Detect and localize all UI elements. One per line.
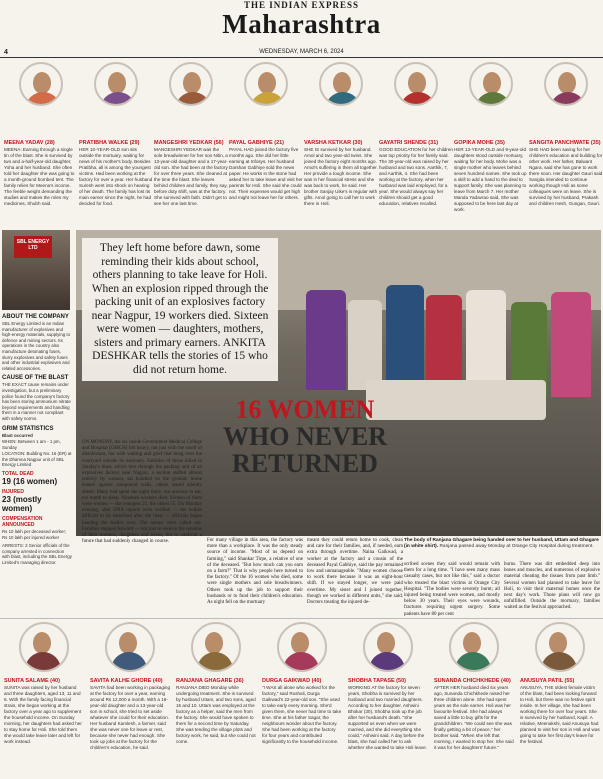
portrait-face [333, 72, 351, 94]
victim-name: VARSHA KETKAR (30) [304, 140, 363, 146]
cause-text: THE EXACT cause remains under investigation, but a preliminary police found the company's factory has been storing ammonium nitrate beyond requirements and handling them in a manner not compliant with safety norms. [2, 382, 71, 421]
victim-story: GOOD EDUCATION for her children was top priority for her family said. The 30-year-old was raised by her husband and two sons. Aarthik, 7, and Aarthik, 4. She had been working at the factory, when her husband was laid employed, for a year. She would always say her children should get a good education, relatives recalled. [379, 147, 453, 206]
caption-text: Ranjana passed away Monday at Orange City Hospital during treatment. [439, 544, 594, 549]
portrait-body [369, 652, 405, 672]
portrait-face [183, 72, 201, 94]
portrait-body [541, 652, 577, 672]
victim-name: GAYATRI SHENDE (31) [379, 140, 439, 146]
article-col-2: For many village in this area, the factory was more than a workplace. It was the only steady source of income. "Most of us depend on farming," said Shankar Tirpe, a relative of one of the deceased. "But how much can you earn on a farm?" That is why people here turned to the factory." Of the 16 women who died, some were single mothers and sole breadwinners. Others took up the job to support their husbands or to fund their children's education. As night fell on the mortuary [207, 538, 303, 606]
victim-name: SUNITA SALAME (40) [4, 678, 60, 684]
victim-name: MEENA YADAV (28) [4, 140, 55, 146]
victim-story: HER 10-YEAR-OLD son sits outside the mortuary, waiting for news of his mother's body. Besides Pratibha, all is among the youngest victims. Had been working at the factory for over a year. Her husband Suresh went into shock on hearing of her death. The family has lost its main earner since the night, he had decided for food. [79, 147, 153, 206]
victim-portrait [535, 622, 585, 672]
victim-card [90, 620, 170, 778]
factory-sign: SBL ENERGY LTD [14, 236, 52, 258]
victim-card [304, 60, 378, 240]
victim-card [520, 620, 600, 778]
article-col-1: ON MONDAY, the six inside Government Medical College and Hospital (GMCH) felt heavy, not just with the smell of disinfectant, but with waiting and grief that hung over the courtyard outside its mortuary. Families of those killed in Sunday's blast, which tore through the packing unit of an explosives factory near Nagpur, a section staffed almost entirely by women, sat huddled on the ground. Some leaned against compound walls, others stared silently ahead. Many had spent the night there, too anxious to eat, too numb to sleep. Nineteen workers died. Sixteen of them were women — the youngest 21, the oldest 55. On Monday evening, after DNA reports were verified — the bodies difficult to be identified after the blast — officials began handing the bodies over. The names were called out. Families stepped forward — not just to receive the remains of their mothers, daughters and wives, but to confront a future that had suddenly changed in course. [82, 440, 202, 545]
portrait-face [377, 632, 395, 654]
victim-portrait [544, 62, 588, 106]
victim-card [529, 60, 603, 240]
bottom-victims-row [0, 620, 603, 779]
portrait-face [463, 632, 481, 654]
victim-portrait [449, 622, 499, 672]
victim-name: PAYAL GABHIYE (21) [229, 140, 285, 146]
portrait-face [483, 72, 501, 94]
victim-story: SAVITA had been working in packaging at the factory for over a year, earning around Rs 12,000 a month. With a 16-year-old daughter and a 13-year-old son in school, she tried to set aside whatever she could for their education. Her husband Kamlesh, a farmer, said she was never one for leave or rest, because she never had enough. She took up jobs at the factory for the children's education, he said. [90, 685, 171, 750]
victim-story: HER 13-YEAR-OLD and 9-year-old daughters stood outside mortuary, waiting for her body. Mohe was a single mother who leaves behind seven hundred names. She took up a skill to add a hand to the deal to support family. She was planning to leave from March 7. Her mother Manda Yadavrao said, She was supposed to be here last day at work. [454, 147, 527, 212]
portrait-body [250, 92, 286, 106]
victim-card [4, 620, 84, 778]
headline-line-1: 16 WOMEN [235, 395, 375, 424]
portrait-face [558, 72, 576, 94]
portrait-face [205, 632, 223, 654]
portrait-face [408, 72, 426, 94]
victim-portrait [105, 622, 155, 672]
portrait-face [119, 632, 137, 654]
injured-label: INJURED [2, 489, 24, 496]
victim-card [434, 620, 514, 778]
victim-story: MEENA: Earning through a single tin of the blast. She is survived by two and a-half-year-old daughter, Yoha and her husband. She often told her daughter she was going to a month-ground bombed tent. The family relies for Meena's income. The feeble weight demanding the studies and makes the roles my medicines, Shubh said. [4, 147, 75, 206]
page-number: 4 [4, 49, 8, 56]
portrait-face [108, 72, 126, 94]
portrait-body [100, 92, 136, 106]
masthead [0, 0, 603, 58]
victim-name: MANGESHRI YEDKAR (56) [154, 140, 224, 146]
headline [207, 396, 403, 477]
victim-portrait [94, 62, 138, 106]
victim-name: PRATIBHA WALKE (29) [79, 140, 140, 146]
cause-heading: CAUSE OF THE BLAST [2, 375, 69, 382]
injured-value: 23 (mostly women) [2, 495, 42, 514]
victim-story: "I WAS all alone who worked for the factory," said Rushali, Durga Gaikwad's 22-year-old son. "She used to take early every morning. She'd given them, she never had time to take time. She at his father Sagar, the neighbours wonder about the factory. She had been working at the factory for four years and contributed significantly to the household income. [262, 685, 342, 744]
article-col-5: burns. There was dirt embedded deep into bones and muscles, and numerous of explosive material cheating the tissues from past limb." Several women had planned to take leave for Holi, to visit their maternal homes once the next day's work. Those plans will now go unfulfilled. Outside the mortuary, families waited as the festival approached. [504, 562, 600, 611]
caption-bold: The body of Ranjana Ghagare being handed over to her husband, Uttam and Ghagare (in white shirt). [404, 538, 599, 549]
victim-story: AFTER HER husband died six years ago, Sunanda Chichkhede raised her three children alone. She had spent years as the sole earner. Holi was her favourite festival. She had always saved a little to buy gifts for the grandchildren. "We could see she was finally getting a bit of peace," her brother said. "When she left that morning, I wanted to stop her. She said it was for her daughters' future." [434, 685, 514, 750]
portrait-face [33, 632, 51, 654]
headline-line-2: WHO NEVER [223, 422, 387, 451]
victim-card [4, 60, 78, 240]
victim-story: SHE IS survived by her husband. Amol and two year-old twins. She joined the factory eight months ago. Amol's suffering in them all together. Her provide a tough income. She was in her financial stress and she was back to work, he said. Her brother Sanjay Uike's is regular with gifts. Amol going to call her to work there in Holi. [304, 147, 378, 206]
edition-line [0, 48, 603, 58]
victim-portrait [469, 62, 513, 106]
victim-name: SUNANDA CHICHKHEDE (40) [434, 678, 511, 684]
intro-quote: They left home before dawn, some reminding their kids about school, others planning to take leave for Holi. When an explosion ripped through the packing unit of an explosives factory near Nagpur, 19 workers died. Sixteen were women — daughters, mothers, sisters and primary earners. ANKITA DESHKAR tells the stories of 15 who did not return home. [82, 238, 278, 381]
headline-line-3: RETURNED [232, 449, 378, 478]
portrait-body [475, 92, 511, 106]
newspaper-name: THE INDIAN EXPRESS [243, 0, 360, 10]
victim-name: ANUSUYA PATIL (55) [520, 678, 575, 684]
section-title: Maharashtra [222, 9, 381, 39]
left-info-column [2, 230, 72, 610]
photo-crowd-figure [386, 285, 424, 395]
factory-sign-photo [2, 230, 70, 310]
victim-card [262, 620, 342, 778]
portrait-face [291, 632, 309, 654]
victim-name: DURGA GAIKWAD (40) [262, 678, 322, 684]
victim-name: GOPIKA MOHE (35) [454, 140, 505, 146]
total-dead-value: 19 (16 women) [2, 477, 58, 487]
compensation-heading: COMPENSATION ANNOUNCED [2, 516, 43, 529]
victim-story: WORKING AT the factory for seven years, Shobha is survived by her husband and two married daughters. According to her daughter, Ashwini Bhokar (30), Shobha took up the job after her husband's death. "She supported us even when we were married, and she did everything she could," Ashwini said. A day before the blast, she had called her to ask whether she wanted to take Holi leave. [348, 685, 427, 750]
victim-portrait [19, 622, 69, 672]
victim-portrait [319, 62, 363, 106]
victim-card [229, 60, 303, 240]
victim-name: SAVITA KALHE GHORE (40) [90, 678, 163, 684]
victim-name: SANGITA PANCHWATE (35) [529, 140, 601, 146]
victim-story: SHE HAD been saving for her children's education and building for other work. Her father, Balwant Ngara, said she has gone to work there soon. Her daughter Gauri said Sangita intended to continue working though Holi as some colleagues were on leave. She is survived by her husband, Prakash and children Hesh, Gungan, Gauri. [529, 147, 603, 206]
victim-card [379, 60, 453, 240]
compensation-text: Rs 10 lakh per deceased worker; Rs 10 lakh per injured worker [2, 529, 67, 540]
photo-caption [404, 538, 600, 550]
photo-crowd-figure [306, 290, 346, 390]
about-text: SBL Energy Limited is an Indian manufacturer of explosives and high-energy materials, supplying to defence and mining sectors. Its operations in the country also manufacture detonating fuses, slurry explosives and safety fuses and other industrial explosives and related accessories. [2, 321, 71, 371]
blast-time-label: Blast occurred [2, 432, 33, 438]
victim-portrait [169, 62, 213, 106]
portrait-body [25, 652, 61, 672]
arrests-text: ARRESTS: 2 Senior officials of the company arrested in connection with blast, including the SBL Energy Limited's managing director. [2, 543, 72, 566]
top-victims-row [0, 60, 603, 240]
victim-card [348, 620, 428, 778]
victim-portrait [19, 62, 63, 106]
victim-card [79, 60, 153, 240]
photo-crowd-figure [551, 292, 591, 397]
grim-stats-heading: GRIM STATISTICS [2, 425, 54, 432]
edition-date: WEDNESDAY, MARCH 6, 2024 [259, 49, 344, 55]
portrait-body [111, 652, 147, 672]
divider [0, 618, 603, 619]
about-heading: ABOUT THE COMPANY [2, 314, 69, 320]
victim-story: SUNITA was raised by her husband and three daughters, aged 13, 11 and 6. With the family facing financial strain, she began working at the factory over a year ago to supplement the household income. On Sunday morning, her daughters had asked her to stay home for Holi. She told them she would take leave later and left for work instead. [4, 685, 82, 744]
victim-portrait [244, 62, 288, 106]
portrait-body [400, 92, 436, 106]
victim-story: ANUSUYA, THE oldest female victim of the blast, had been looking forward to Holi, but there was no festive spirit inside. In her village, she had been working there for over four years. She is survived by her husband, Kapil. A relative, Meenakshi, said Anusuya had planned to visit her son in Holi and was going to take her first day's leave for the festival. [520, 685, 600, 744]
portrait-face [33, 72, 51, 94]
victim-name: RANJANA GHAGARE (36) [176, 678, 244, 684]
article-col-4: scribed scenes they said would remain with them for a long time. "I have seen many mass casualty cases, but not like this," said a doctor who treated the blast victims at Orange City Hospital. "The bodies were severely burnt; all injured being treated were women, and mostly below 30 years. Their eyes were wounds, fractures requiring urgent surgery. Some patients have 80 per cent [404, 562, 500, 617]
victim-portrait [394, 62, 438, 106]
portrait-body [455, 652, 491, 672]
total-dead-label: TOTAL DEAD [2, 471, 34, 478]
victim-card [154, 60, 228, 240]
portrait-face [549, 632, 567, 654]
victim-card [454, 60, 528, 240]
victim-story: RANJANA DIED Monday while undergoing treatment. She is survived by husband Uttam, and two sons, aged 15 and 10. Uttam was employed at the factory as a helper, said the men from the factory. She would have spoken to them for a second time by Saturday. She was tending the village plots and factory work, he said, but she could not come. [176, 685, 256, 744]
blast-location: LOCATION: Building No. 16 (ER) at the Dhamna Nagpur unit of SBL Energy Limited [2, 451, 72, 468]
portrait-body [550, 92, 586, 106]
portrait-body [325, 92, 361, 106]
victim-name: SHOBHA TAPASE (50) [348, 678, 406, 684]
victim-card [176, 620, 256, 778]
portrait-face [258, 72, 276, 94]
blast-time: WHEN: Between 1 am - 1 pm, Sunday [2, 439, 61, 450]
portrait-body [283, 652, 319, 672]
victim-portrait [277, 622, 327, 672]
victim-story: MANGESHRI YEDKAR was the sole breadwinner for her son Nitin, a 13-year-old daughter and a 17-year-old son. She had been at the factory for over three years. She cleaned at the time the blast. She leaves behind children and family, they say, before duty shift, was at the factory. She survived with faith. Didn't get to see her one last time. [154, 147, 228, 206]
portrait-body [25, 92, 61, 106]
victim-story: PAYAL HAD joined the factory five months ago. She did her little earning at Infosys. Her husband Darshan Gabhiye sold the news paper. He works in the stone had asked her to take leave and visit her parents for Holi. She said she could not. Their expenses would get high and might not leave her for others. [229, 147, 303, 200]
photo-crowd-figure [348, 300, 382, 390]
victim-portrait [363, 622, 413, 672]
portrait-body [175, 92, 211, 106]
article-col-3: meant they could return home to cook, clean and care for their families, and, if needed, earn extra through overtime. Naina Gaikwad, a worker at the factory and a cousin of the deceased Payal Gabhiye, said the pay remained low and unmanageable. "Many women choose to work there because it was an eight-hour shift. If we stayed longer, we were paid overtime. My sister and I joined together, though we worked in different units," she said. Doctors treating the injured de- [307, 538, 403, 606]
victim-portrait [191, 622, 241, 672]
portrait-body [197, 652, 233, 672]
